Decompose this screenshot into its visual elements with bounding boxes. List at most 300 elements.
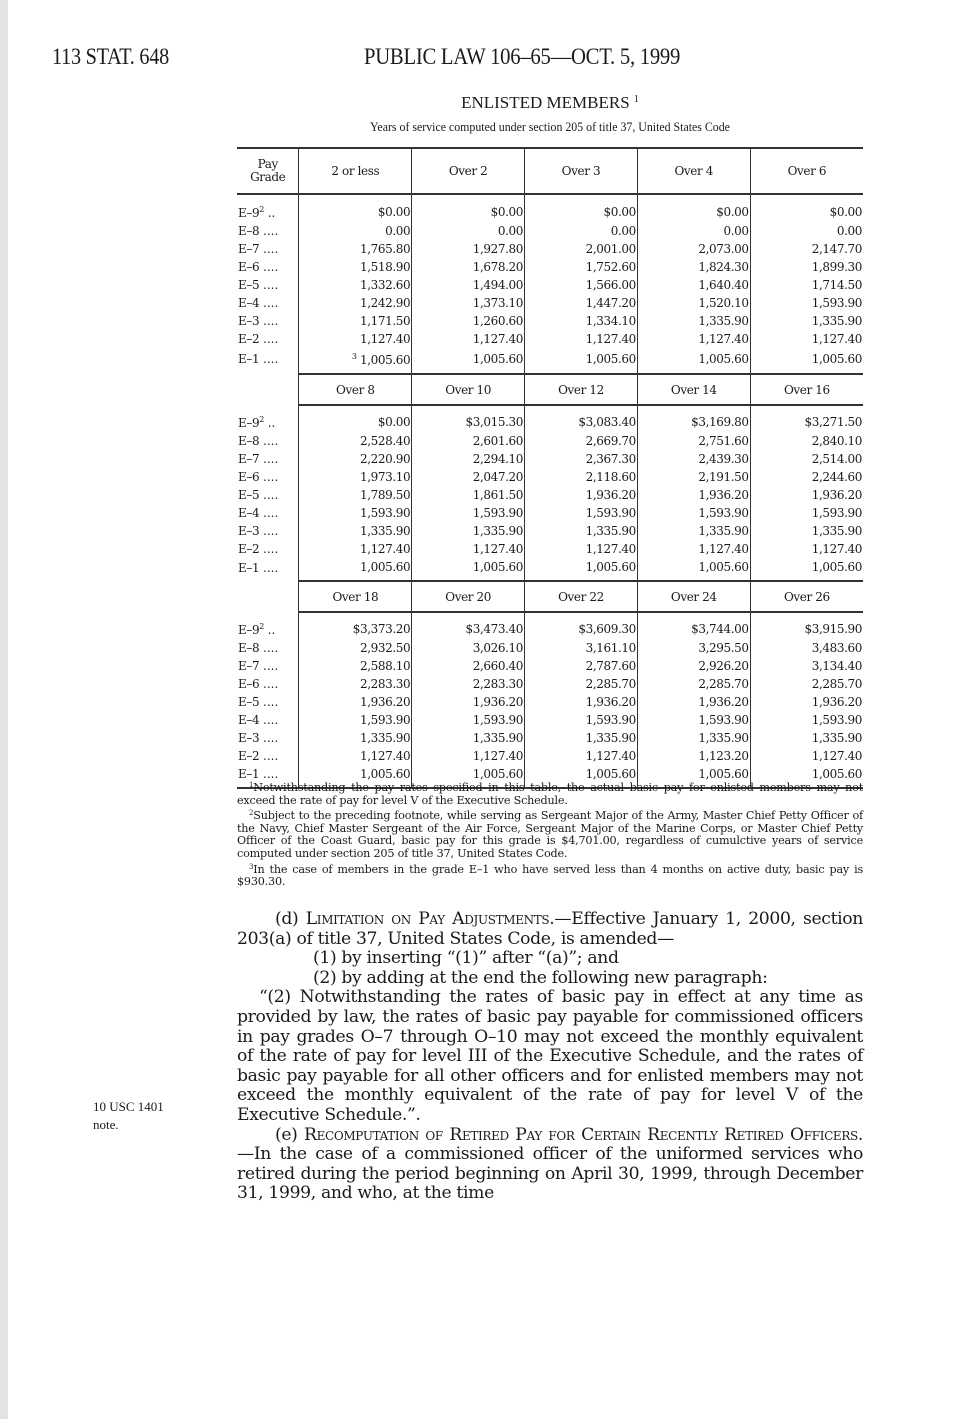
pay-value: 1,005.60 <box>811 560 862 574</box>
pay-cell <box>637 294 750 312</box>
pay-cell <box>299 747 412 765</box>
pay-cell <box>525 558 638 581</box>
pay-value: 2,787.60 <box>585 659 636 673</box>
pay-value: 1,936.20 <box>585 488 636 502</box>
column-header: Over 20 <box>412 581 525 612</box>
pay-cell <box>750 450 863 468</box>
pay-cell <box>750 558 863 581</box>
pay-value: 0.00 <box>497 224 524 238</box>
pay-value: $3,083.40 <box>578 415 636 429</box>
grade-text: E–9 <box>238 416 260 430</box>
leader-dots: .... <box>259 506 279 520</box>
pay-value: $3,169.80 <box>691 415 749 429</box>
cell-footnote-ref: 3 <box>351 352 357 361</box>
leader-dots: .... <box>259 488 279 502</box>
pay-value: 1,127.40 <box>472 332 524 346</box>
pay-cell <box>412 522 525 540</box>
public-law-title: PUBLIC LAW 106–65—OCT. 5, 1999 <box>364 44 681 69</box>
grade-text: E–2 <box>238 749 260 763</box>
pay-value: 1,593.90 <box>472 713 524 727</box>
pay-cell <box>750 330 863 348</box>
table-row <box>237 330 863 348</box>
pay-cell <box>525 612 638 639</box>
pay-value: 1,520.10 <box>698 296 749 310</box>
pay-cell <box>299 312 412 330</box>
pay-value: 1,171.50 <box>359 314 411 328</box>
pay-cell <box>412 486 525 504</box>
pay-grade-label <box>237 675 299 693</box>
pay-cell <box>299 693 412 711</box>
leader-dots: .... <box>259 434 279 448</box>
grade-footnote-ref: 2 <box>259 415 264 424</box>
column-header-row <box>237 148 863 194</box>
pay-value: 1,127.40 <box>811 542 862 556</box>
pay-value: 1,127.40 <box>359 542 411 556</box>
table-row <box>237 312 863 330</box>
pay-grade-label <box>237 612 299 639</box>
grade-text: E–7 <box>238 659 260 673</box>
pay-value: 1,127.40 <box>585 542 636 556</box>
pay-cell <box>525 675 638 693</box>
pay-cell <box>750 657 863 675</box>
pay-value: 1,936.20 <box>698 695 749 709</box>
table-row <box>237 729 863 747</box>
margin-note-citation: 10 USC 1401 <box>93 1099 164 1114</box>
grade-text: E–2 <box>238 332 260 346</box>
pay-value: 1,593.90 <box>472 506 524 520</box>
pay-cell <box>299 639 412 657</box>
pay-grade-label <box>237 276 299 294</box>
pay-cell <box>299 294 412 312</box>
footnote-text: Notwithstanding the pay rates specified in this table, the actual basic pay for enlisted members may not exceed the rate of pay for level V of the Executive Schedule. <box>237 781 863 807</box>
table-row <box>237 468 863 486</box>
pay-value: 1,335.90 <box>811 314 862 328</box>
grade-text: E–6 <box>238 260 260 274</box>
leader-dots: .... <box>259 677 279 691</box>
pay-cell <box>637 540 750 558</box>
pay-cell <box>525 294 638 312</box>
subsection-e-text: —In the case of a commissioned officer of the uniformed services who retired during the period beginning on April 30, 1999, through December 31, 1999, and who, at the time <box>237 1144 863 1204</box>
table-row <box>237 294 863 312</box>
pay-value: 0.00 <box>385 224 411 238</box>
grade-text: E–9 <box>238 206 260 220</box>
pay-value: 1,593.90 <box>811 506 862 520</box>
pay-cell <box>637 432 750 450</box>
pay-cell <box>412 468 525 486</box>
pay-cell <box>525 432 638 450</box>
column-header-row <box>237 581 863 612</box>
pay-cell <box>525 330 638 348</box>
pay-cell <box>412 348 525 374</box>
pay-value: 1,899.30 <box>811 260 862 274</box>
leader-dots: .... <box>259 641 279 655</box>
grade-text: E–5 <box>238 278 260 292</box>
pay-cell <box>750 639 863 657</box>
pay-value: 2,073.00 <box>698 242 749 256</box>
pay-cell <box>299 558 412 581</box>
pay-value: 2,588.10 <box>359 659 411 673</box>
pay-value: 1,765.80 <box>359 242 411 256</box>
pay-value: 1,005.60 <box>811 351 862 366</box>
pay-value: 2,220.90 <box>359 452 411 466</box>
table-row <box>237 432 863 450</box>
pay-cell <box>525 711 638 729</box>
pay-cell <box>750 612 863 639</box>
pay-cell <box>412 612 525 639</box>
pay-value: 1,005.60 <box>359 353 411 367</box>
pay-cell <box>525 657 638 675</box>
table-title <box>237 93 863 113</box>
pay-value: 1,335.90 <box>698 314 749 328</box>
pay-grade-label <box>237 450 299 468</box>
pay-value: 2,439.30 <box>698 452 749 466</box>
pay-value: 1,127.40 <box>472 749 524 763</box>
footnote-number: 2 <box>249 809 254 818</box>
leader-dots: .... <box>259 352 279 366</box>
pay-grade-label <box>237 194 299 222</box>
leader-dots: .. <box>263 623 276 637</box>
pay-value: 3,134.40 <box>811 659 862 673</box>
pay-value: 1,005.60 <box>585 560 636 574</box>
pay-cell <box>750 294 863 312</box>
pay-grade-label <box>237 540 299 558</box>
pay-value: 1,005.60 <box>472 351 524 366</box>
leader-dots: .... <box>259 695 279 709</box>
table-row <box>237 540 863 558</box>
pay-grade-label <box>237 558 299 581</box>
pay-value: 1,335.90 <box>585 524 636 538</box>
pay-cell <box>412 639 525 657</box>
pay-value: 1,593.90 <box>698 506 749 520</box>
pay-grade-header-blank <box>237 374 299 405</box>
pay-value: 2,285.70 <box>585 677 636 691</box>
pay-cell <box>750 276 863 294</box>
footnote <box>237 861 863 889</box>
pay-cell <box>299 504 412 522</box>
pay-cell <box>299 522 412 540</box>
table-title-footnote-ref: 1 <box>633 94 639 105</box>
pay-cell <box>412 432 525 450</box>
grade-text: E–8 <box>238 641 260 655</box>
pay-cell <box>637 330 750 348</box>
pay-value: 1,005.60 <box>698 351 749 366</box>
pay-cell <box>412 747 525 765</box>
pay-cell <box>299 240 412 258</box>
pay-value: 1,335.90 <box>359 524 411 538</box>
pay-value: 1,127.40 <box>359 749 411 763</box>
subsection-e <box>237 1126 863 1204</box>
pay-value: 1,005.60 <box>472 767 524 781</box>
table-row <box>237 240 863 258</box>
pay-value: 1,335.90 <box>698 731 749 745</box>
pay-value: 1,566.00 <box>585 278 636 292</box>
pay-cell <box>750 222 863 240</box>
pay-cell <box>750 522 863 540</box>
grade-text: E–1 <box>238 560 260 575</box>
pay-value: 0.00 <box>723 224 749 238</box>
pay-value: 2,660.40 <box>472 659 524 673</box>
pay-cell <box>637 693 750 711</box>
table-row <box>237 504 863 522</box>
pay-cell <box>412 675 525 693</box>
scan-edge-shadow <box>0 0 8 1419</box>
subsection-d <box>237 910 863 949</box>
grade-text: E–4 <box>238 506 260 520</box>
pay-value: 1,127.40 <box>472 542 524 556</box>
pay-value: 1,127.40 <box>359 332 411 346</box>
pay-cell <box>750 194 863 222</box>
pay-value: 1,593.90 <box>811 713 862 727</box>
pay-grade-label <box>237 240 299 258</box>
pay-cell <box>637 522 750 540</box>
pay-value: 1,824.30 <box>698 260 749 274</box>
pay-cell <box>412 312 525 330</box>
pay-cell <box>525 747 638 765</box>
pay-value: 1,260.60 <box>472 314 524 328</box>
grade-text: E–4 <box>238 713 260 727</box>
column-header: Over 6 <box>750 148 863 194</box>
pay-cell <box>525 405 638 432</box>
pay-cell <box>525 194 638 222</box>
pay-cell <box>750 504 863 522</box>
pay-value: 1,334.10 <box>585 314 636 328</box>
pay-value: 2,601.60 <box>472 434 524 448</box>
pay-cell <box>637 639 750 657</box>
pay-value: 1,640.40 <box>698 278 749 292</box>
pay-value: 1,005.60 <box>359 767 411 781</box>
grade-text: E–8 <box>238 434 260 448</box>
pay-cell <box>299 468 412 486</box>
pay-value: $3,373.20 <box>352 622 411 636</box>
grade-text: E–3 <box>238 524 260 538</box>
subsection-d-label: (d) <box>275 909 306 929</box>
pay-value: 3,483.60 <box>811 641 862 655</box>
pay-value: 2,001.00 <box>585 242 636 256</box>
margin-note <box>93 1098 203 1134</box>
table-row <box>237 612 863 639</box>
pay-value: 2,047.20 <box>472 470 524 484</box>
pay-grade-header-blank <box>237 581 299 612</box>
pay-cell <box>412 222 525 240</box>
pay-value: 1,494.00 <box>472 278 524 292</box>
pay-value: $0.00 <box>603 204 636 219</box>
leader-dots: .... <box>259 713 279 727</box>
pay-value: 2,285.70 <box>811 677 862 691</box>
grade-text: E–1 <box>238 767 260 781</box>
pay-value: 1,005.60 <box>698 767 749 781</box>
pay-cell <box>637 258 750 276</box>
grade-text: E–3 <box>238 314 260 328</box>
leader-dots: .... <box>259 332 279 346</box>
pay-value: 1,005.60 <box>585 767 636 781</box>
pay-value: 1,593.90 <box>359 713 411 727</box>
pay-cell <box>750 240 863 258</box>
pay-cell <box>637 657 750 675</box>
pay-value: 0.00 <box>836 224 862 238</box>
pay-value: $0.00 <box>716 204 749 219</box>
pay-cell <box>412 558 525 581</box>
margin-note-label: note. <box>93 1117 119 1132</box>
pay-cell <box>525 504 638 522</box>
table-row <box>237 258 863 276</box>
leader-dots: .... <box>259 524 279 538</box>
grade-text: E–9 <box>238 623 260 637</box>
pay-grade-label <box>237 657 299 675</box>
grade-text: E–2 <box>238 542 260 556</box>
pay-value: 1,005.60 <box>472 560 524 574</box>
pay-value: 1,373.10 <box>472 296 524 310</box>
pay-cell <box>637 558 750 581</box>
table-row <box>237 348 863 374</box>
pay-cell <box>412 657 525 675</box>
pay-value: 3,295.50 <box>698 641 749 655</box>
pay-value: 2,926.20 <box>698 659 749 673</box>
pay-grade-label <box>237 405 299 432</box>
table-row <box>237 405 863 432</box>
pay-cell <box>525 540 638 558</box>
paragraph-d2: (2) by adding at the end the following new paragraph: <box>313 967 768 988</box>
pay-cell <box>637 711 750 729</box>
table-row <box>237 693 863 711</box>
pay-cell <box>637 450 750 468</box>
grade-text: E–6 <box>238 677 260 691</box>
pay-grade-label <box>237 504 299 522</box>
pay-value: 1,936.20 <box>698 488 749 502</box>
leader-dots: .. <box>263 416 276 430</box>
pay-cell <box>525 240 638 258</box>
column-header: Over 26 <box>750 581 863 612</box>
pay-value: $3,473.40 <box>465 622 524 636</box>
pay-cell <box>299 450 412 468</box>
pay-grade-label <box>237 312 299 330</box>
column-header: Over 10 <box>412 374 525 405</box>
pay-cell <box>525 693 638 711</box>
pay-value: 1,127.40 <box>811 749 862 763</box>
pay-cell <box>750 405 863 432</box>
pay-cell <box>299 276 412 294</box>
pay-cell <box>299 330 412 348</box>
leader-dots: .... <box>259 767 279 781</box>
pay-cell <box>299 348 412 374</box>
grade-text: E–1 <box>238 352 260 366</box>
pay-cell <box>525 639 638 657</box>
subsection-e-label: (e) <box>275 1124 305 1145</box>
column-header: Over 16 <box>750 374 863 405</box>
pay-value: 1,678.20 <box>472 260 524 274</box>
pay-grade-label <box>237 747 299 765</box>
pay-grade-label <box>237 639 299 657</box>
page-header <box>0 44 955 78</box>
paragraph-d1: (1) by inserting “(1)” after “(a)”; and <box>313 948 619 969</box>
pay-value: 1,335.90 <box>698 524 749 538</box>
pay-value: 0.00 <box>610 224 636 238</box>
pay-value: 1,127.40 <box>811 332 862 346</box>
pay-grade-label <box>237 432 299 450</box>
pay-value: 1,242.90 <box>359 296 411 310</box>
pay-value: 1,335.90 <box>811 731 862 745</box>
subsection-d-heading: Limitation on Pay Adjustments. <box>305 909 555 929</box>
table-row <box>237 522 863 540</box>
pay-cell <box>299 711 412 729</box>
pay-value: $3,609.30 <box>578 622 636 636</box>
grade-text: E–8 <box>238 224 260 238</box>
pay-cell <box>637 612 750 639</box>
leader-dots: .... <box>259 314 279 328</box>
grade-text: E–3 <box>238 731 260 745</box>
pay-value: $3,744.00 <box>691 622 749 636</box>
pay-value: 1,714.50 <box>811 278 862 292</box>
pay-value: 1,127.40 <box>698 332 749 346</box>
pay-value: 2,932.50 <box>359 641 411 655</box>
pay-grade-label <box>237 711 299 729</box>
pay-cell <box>525 729 638 747</box>
pay-cell <box>299 432 412 450</box>
leader-dots: .... <box>259 242 279 256</box>
pay-cell <box>637 276 750 294</box>
leader-dots: .... <box>259 470 279 484</box>
leader-dots: .... <box>259 659 279 673</box>
pay-value: 1,332.60 <box>359 278 411 292</box>
pay-cell <box>412 294 525 312</box>
pay-cell <box>637 504 750 522</box>
pay-cell <box>299 657 412 675</box>
pay-cell <box>299 258 412 276</box>
pay-cell <box>750 711 863 729</box>
pay-cell <box>525 312 638 330</box>
pay-value: 1,861.50 <box>472 488 524 502</box>
pay-cell <box>750 468 863 486</box>
pay-grade-label <box>237 522 299 540</box>
pay-value: $0.00 <box>377 204 411 219</box>
leader-dots: .. <box>263 206 276 220</box>
pay-value: 1,005.60 <box>811 767 862 781</box>
leader-dots: .... <box>259 560 279 575</box>
pay-value: 1,936.20 <box>585 695 636 709</box>
table-row <box>237 450 863 468</box>
grade-text: E–4 <box>238 296 260 310</box>
pay-value: 1,927.80 <box>472 242 524 256</box>
pay-cell <box>637 222 750 240</box>
pay-cell <box>412 258 525 276</box>
table-row <box>237 222 863 240</box>
table-subtitle: Years of service computed under section 205 of title 37, United States Code <box>370 120 730 134</box>
pay-value: 1,335.90 <box>472 731 524 745</box>
column-header: Over 14 <box>637 374 750 405</box>
pay-value: $3,915.90 <box>804 622 862 636</box>
pay-grade-label <box>237 729 299 747</box>
pay-cell <box>750 258 863 276</box>
pay-value: 1,123.20 <box>698 749 749 763</box>
pay-cell <box>299 222 412 240</box>
pay-cell <box>412 276 525 294</box>
pay-grade-label <box>237 294 299 312</box>
statute-citation: 113 STAT. 648 <box>52 44 169 69</box>
pay-value: 2,669.70 <box>585 434 636 448</box>
pay-value: 2,367.30 <box>585 452 636 466</box>
column-header-row <box>237 374 863 405</box>
pay-value: 1,518.90 <box>359 260 411 274</box>
pay-value: 1,593.90 <box>698 713 749 727</box>
pay-cell <box>299 675 412 693</box>
pay-cell <box>299 405 412 432</box>
pay-cell <box>750 693 863 711</box>
pay-cell <box>525 222 638 240</box>
pay-value: 1,593.90 <box>811 296 862 310</box>
pay-cell <box>637 486 750 504</box>
grade-footnote-ref: 2 <box>259 205 264 214</box>
pay-value: 2,283.30 <box>472 677 524 691</box>
table-row <box>237 639 863 657</box>
